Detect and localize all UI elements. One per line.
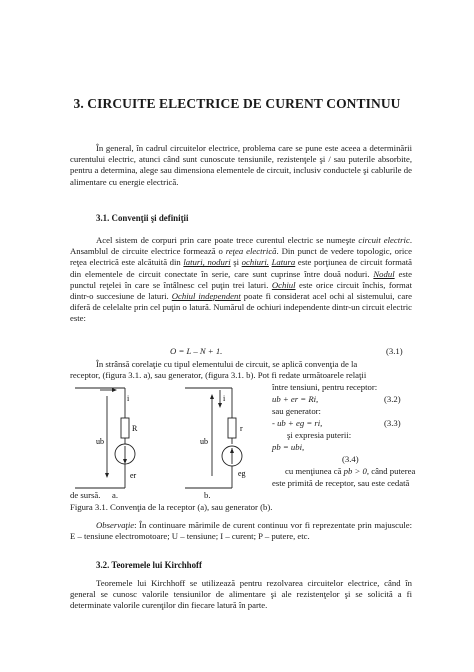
section-heading-3-1: 3.1. Convenţii şi definiţii (96, 213, 189, 223)
figure-caption: Figura 3.1. Convenţia de la receptor (a), sau generator (b). (70, 502, 273, 512)
section-heading-3-2: 3.2. Teoremele lui Kirchhoff (96, 560, 202, 570)
side-line-1: între tensiuni, pentru receptor: (272, 382, 378, 392)
text-run: : În continuare mărimile de curent continuu vor fi reprezentate prin majuscule: E – tensiune electromotoare; U – tensiune; I – curent; P – putere, etc. (70, 520, 412, 542)
term-ochiul-independent: Ochiul independent (171, 291, 241, 302)
kirchhoff-paragraph: Teoremele lui Kirchhoff se utilizează pentru rezolvarea circuitelor electrice, când în general se cunosc valorile tensiunilor de alimentare şi ale rezistenţelor şi se solicită a fi determinate valorile curenţilor din fiecare latură în parte. (70, 578, 412, 611)
observation-label: Observaţie (96, 520, 135, 530)
figure-label-a: a. (112, 490, 119, 500)
label-i-b: i (223, 394, 226, 403)
intro-paragraph: În general, în cadrul circuitelor electrice, problema care se pune este aceea a determinării curentului electric, atunci când sunt cunoscute tensiunile, rezistenţele şi / sau puterile absorbite, pentru a determina, alege sau dimensiona elementele de circuit, inclusiv conductele şi cablurile de alimentare cu energie electrică. (70, 143, 412, 187)
label-er: er (130, 471, 137, 480)
label-R: R (132, 424, 138, 433)
figure-3-1-circuits (70, 378, 270, 500)
generator-circuit (185, 388, 242, 488)
text-run: este porţiunea de circuit formată din elementele de circuit conectate în serie, care sunt cuprinse între două noduri. (70, 257, 413, 279)
equation-number-3-1: (3.1) (386, 346, 403, 356)
equation-3-1: O = L – N + 1. (170, 346, 223, 356)
observation-paragraph (70, 520, 412, 542)
side-line-2: sau generator: (272, 406, 321, 416)
term-nodul: Nodul (373, 268, 395, 279)
label-ub-a: ub (96, 437, 104, 446)
equation-number-3-3: (3.3) (384, 418, 401, 428)
equation-number-3-4: (3.4) (342, 454, 359, 464)
term-ochiul: Ochiul (271, 279, 296, 290)
label-ub-b: ub (200, 437, 208, 446)
text-run: este orice circuit închis, format dintr-o succesiune de laturi. (70, 279, 412, 302)
label-i-a: i (127, 394, 130, 403)
label-r: r (240, 424, 243, 433)
term-retea-electrica: reţea electrică (225, 246, 277, 257)
term-ochiuri: ochiuri. (241, 257, 269, 268)
text-run: cu menţiunea că (285, 466, 344, 476)
convention-line-2: receptor, (figura 3.1. a), sau generator, (figura 3.1. b). Pot fi redate următoarele relaţii (70, 370, 367, 380)
equation-3-4: pb = ubi, (272, 442, 305, 452)
figure-label-b: b. (204, 490, 211, 500)
text-run: şi (230, 257, 242, 268)
side-tail: de sursă. (70, 490, 101, 500)
side-line-5: este primită de receptor, sau este cedată (272, 478, 410, 488)
text-run: . Din punct de vedere topologic, orice reţea electrică este alcătuită din (70, 246, 412, 268)
term-circuit-electric: circuit electric (358, 235, 410, 245)
text-run: , când puterea (366, 466, 416, 476)
term-laturi-noduri: laturi, noduri (183, 257, 231, 268)
side-line-4 (285, 466, 415, 477)
side-line-3: şi expresia puterii: (287, 430, 352, 440)
label-eg: eg (238, 469, 246, 478)
text-run: . Ansamblul de circuite electrice formează o (70, 235, 412, 257)
term-latura: Latura (271, 257, 296, 268)
text-run: este punctul reţelei în care se întâlnesc cel puţin trei laturi. (70, 268, 412, 290)
definitions-paragraph (70, 235, 412, 325)
convention-line-1: În strânsă corelaţie cu tipul elementului de circuit, se aplică convenţia de la (96, 359, 358, 369)
equation-3-2: ub + er = Ri, (272, 394, 319, 404)
text-run: poate fi considerat acel ochi al sistemului, care diferă de celelalte prin cel puţin o latură. Numărul de ochiuri independente dintr-un circuit electric este: (70, 291, 412, 324)
text-run: Acel sistem de corpuri prin care poate trece curentul electric se numeşte (96, 235, 359, 245)
equation-3-3: - ub + eg = ri, (272, 418, 323, 428)
equation-number-3-2: (3.2) (384, 394, 401, 404)
inequality-pb: pb > 0 (343, 466, 367, 476)
chapter-title: 3. CIRCUITE ELECTRICE DE CURENT CONTINUU (73, 96, 401, 111)
